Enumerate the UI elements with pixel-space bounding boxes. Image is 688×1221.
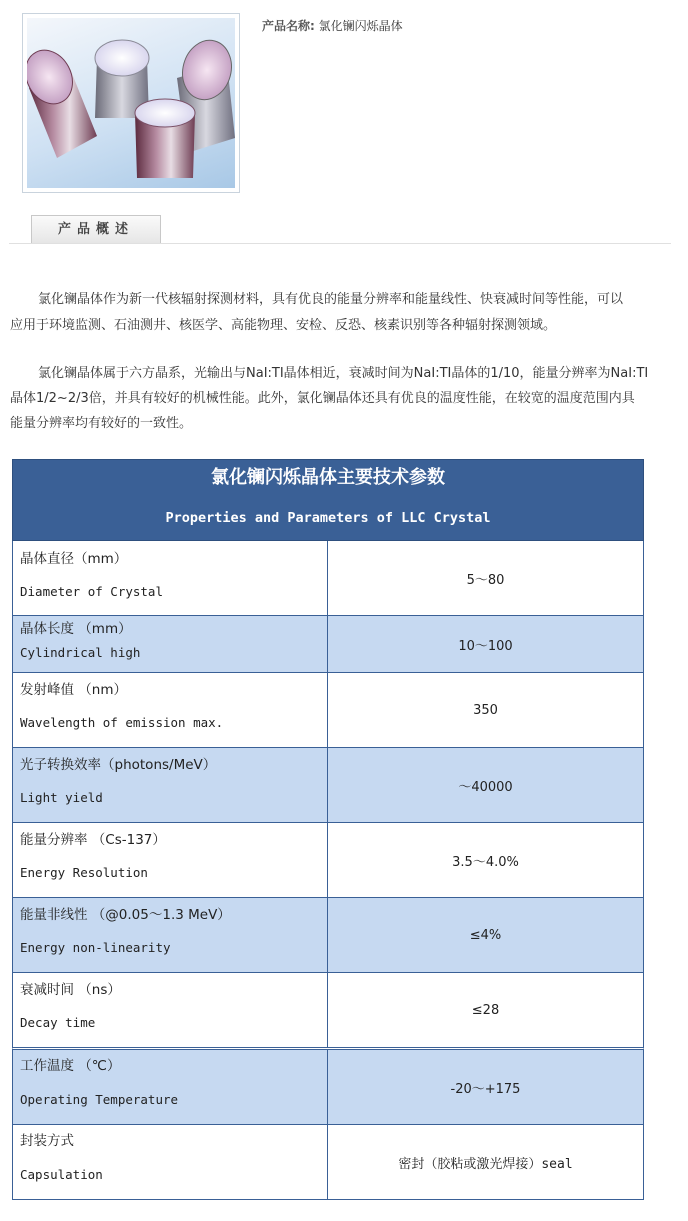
row-label-en: Decay time	[20, 1015, 96, 1030]
product-name	[262, 17, 403, 34]
table-row	[12, 1050, 644, 1125]
row-label-zh: 能量分辨率 （Cs-137）	[20, 832, 166, 848]
parameters-table	[12, 459, 644, 1200]
row-label-en: Cylindrical high	[20, 645, 141, 660]
row-label-zh: 封装方式	[20, 1133, 74, 1149]
table-row	[12, 673, 644, 748]
table-row	[12, 1125, 644, 1200]
tab-divider	[9, 243, 671, 244]
table-row	[12, 898, 644, 973]
row-label-en: Wavelength of emission max.	[20, 715, 224, 730]
row-label-zh: 晶体长度 （mm）	[20, 621, 132, 637]
row-value: 350	[473, 702, 498, 718]
row-value: 5～80	[466, 572, 505, 588]
row-value: -20～+175	[450, 1081, 521, 1097]
table-title: 氯化镧闪烁晶体主要技术参数	[211, 467, 445, 488]
row-value: ～40000	[458, 779, 513, 795]
row-label-zh: 晶体直径（mm）	[20, 551, 128, 567]
row-value: ≤28	[471, 1002, 500, 1018]
paragraph-2-line-2: 晶体1/2~2/3倍，并具有较好的机械性能。此外，氯化镧晶体还具有优良的温度性能，在较宽的温度范围内具	[10, 391, 635, 406]
table-header	[12, 459, 644, 541]
table-row	[12, 616, 644, 673]
row-value: 10～100	[458, 638, 513, 654]
table-subtitle: Properties and Parameters of LLC Crystal	[165, 510, 491, 526]
product-image-frame	[22, 13, 240, 193]
table-row	[12, 973, 644, 1050]
paragraph-2-line-3: 能量分辨率均有较好的一致性。	[10, 416, 193, 431]
table-row	[12, 541, 644, 616]
row-label-zh: 衰减时间 （ns）	[20, 982, 121, 998]
row-label-zh: 能量非线性 （@0.05～1.3 MeV）	[20, 907, 231, 923]
row-label-zh: 发射峰值 （nm）	[20, 682, 127, 698]
row-label-zh: 光子转换效率（photons/MeV）	[20, 757, 217, 773]
product-name-label: 产品名称:	[262, 19, 315, 33]
paragraph-1-line-2: 应用于环境监测、石油测井、核医学、高能物理、安检、反恐、核素识别等各种辐射探测领域。	[10, 318, 557, 333]
row-label-zh: 工作温度 （℃）	[20, 1058, 121, 1074]
row-label-en: Capsulation	[20, 1167, 103, 1182]
table-row	[12, 823, 644, 898]
row-value: ≤4%	[469, 927, 502, 943]
row-value: 3.5～4.0%	[452, 854, 519, 870]
row-label-en: Operating Temperature	[20, 1092, 179, 1107]
row-label-en: Energy non-linearity	[20, 940, 171, 955]
row-label-en: Diameter of Crystal	[20, 584, 163, 599]
paragraph-2-line-1: 氯化镧晶体属于六方晶系，光输出与NaI:TI晶体相近，衰减时间为NaI:TI晶体的1/10，能量分辨率为NaI:TI	[38, 366, 649, 381]
row-label-en: Light yield	[20, 790, 103, 805]
product-name-value: 氯化镧闪烁晶体	[318, 19, 403, 33]
product-image[interactable]	[27, 18, 235, 188]
paragraph-1-line-1: 氯化镧晶体作为新一代核辐射探测材料，具有优良的能量分辨率和能量线性、快衰减时间等性能，可以	[38, 292, 624, 307]
row-label-en: Energy Resolution	[20, 865, 148, 880]
row-value: 密封（胶粘或激光焊接）seal	[398, 1156, 573, 1172]
crystal-illustration	[27, 18, 235, 188]
table-row	[12, 748, 644, 823]
tab-overview[interactable]: 产品概述	[31, 215, 161, 243]
